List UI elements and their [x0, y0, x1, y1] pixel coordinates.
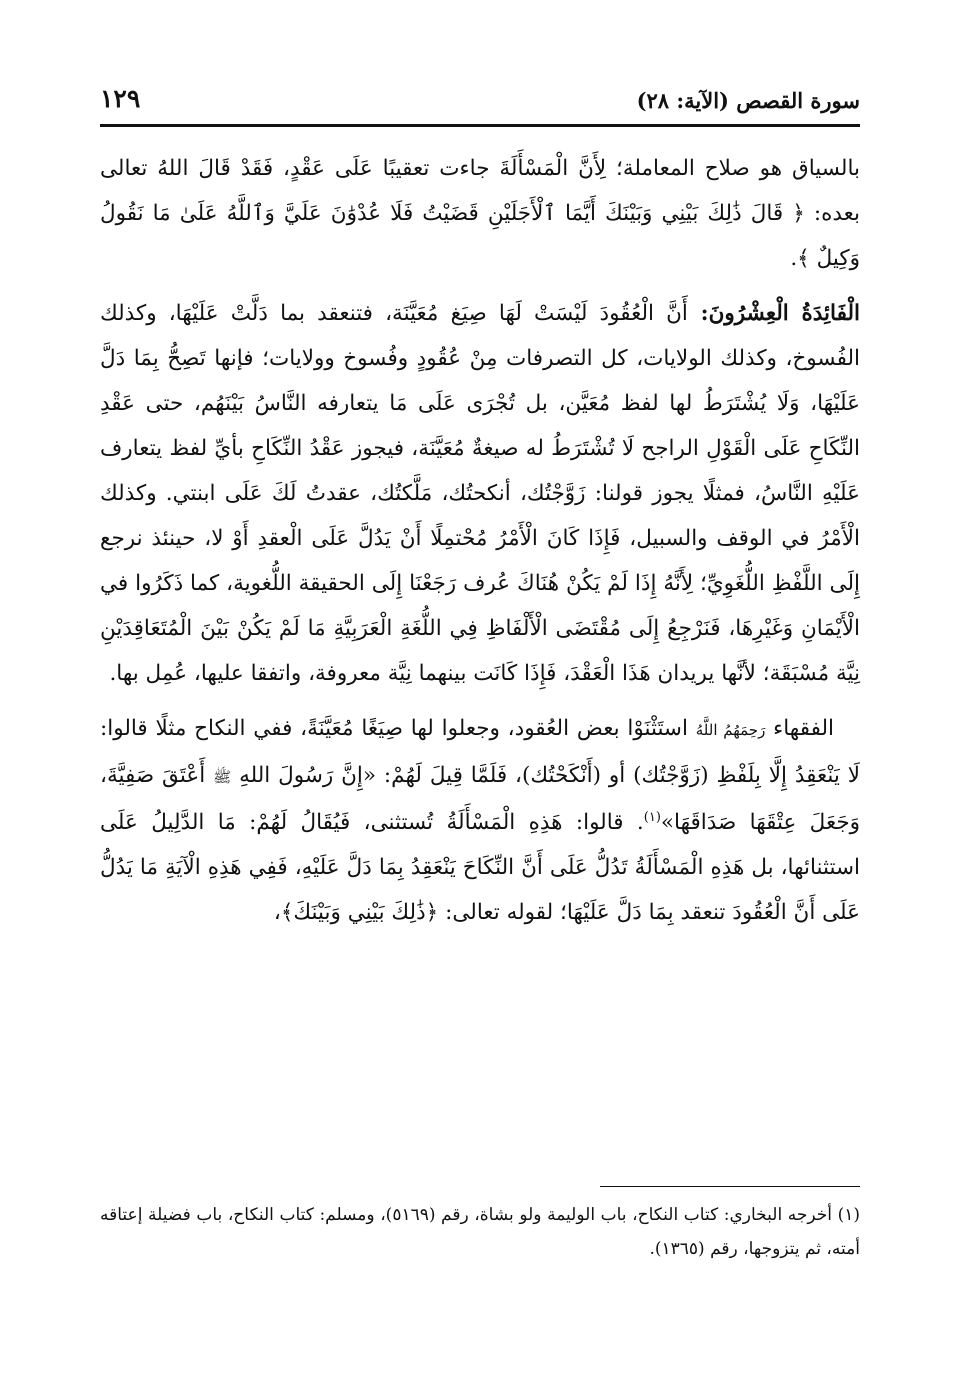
paragraph-3-text-d: . قالوا: هَذِهِ الْمَسْأَلَةُ تُستثنى، فَيُقَالُ لَهُمْ: مَا الدَّلِيلُ عَلَى استثنائها، بل هَذِهِ الْمَسْأَلَةُ تَدُلُّ عَلَى أَنَّ النِّكَاحَ يَنْعَقِدُ بِمَا دَلَّ عَلَيْهِ، فَفِي هَذِهِ الْآيَةِ مَا يَدُلُّ عَلَى أَنَّ الْعُقُودَ تنعقد بِمَا دَلَّ عَلَيْهَا؛ لقوله تعالى:: [100, 810, 860, 925]
paragraph-1-text-b: .: [790, 246, 798, 271]
footnote-text: (١) أخرجه البخاري: كتاب النكاح، باب الوليمة ولو بشاة، رقم (٥١٦٩)، ومسلم: كتاب النكاح، باب فضيلة إعتاقه أمته، ثم يتزوجها، رقم (١٣٦٥).: [100, 1205, 860, 1259]
main-text: [100, 146, 860, 935]
honorific-phrase: رَحِمَهُمُ اللَّهُ: [695, 721, 766, 739]
footnote: [100, 1198, 860, 1266]
page-number: ١٢٩: [100, 84, 141, 113]
paragraph-3-text-c: أَعْتَقَ صَفِيَّةَ، وَجَعَلَ عِتْقَهَا صَدَاقَهَا»: [100, 763, 861, 835]
quran-verse-1: ﴿ قَالَ ذَٰلِكَ بَيْنِي وَبَيْنَكَ أَيَّمَا ٱلْأَجَلَيْنِ قَضَيْتُ فَلَا عُدْوَٰنَ عَلَيَّ وَٱللَّهُ عَلَىٰ مَا نَقُولُ وَكِيلٌ ﴾: [100, 201, 860, 271]
quran-verse-2: ﴿ذَٰلِكَ بَيْنِي وَبَيْنَكَ﴾: [280, 900, 439, 925]
paragraph-2-text: أَنَّ الْعُقُودَ لَيْسَتْ لَهَا صِيَغ مُعَيَّنَة، فتنعقد بما دَلَّتْ عَلَيْهَا، وكذلك الفُسوخ، وكذلك الولايات، كل التصرفات مِنْ عُقُودٍ وفُسوخ وولايات؛ فإنها تَصِحُّ بِمَا دَلَّ عَلَيْهَا، وَلَا يُشْتَرَطُ لها لفظ مُعَيَّن، بل تُجْرَى عَلَى مَا يتعارفه النَّاسُ بَيْنَهُم، حتى عَقْدِ النِّكَاحِ عَلَى الْقَوْلِ الراجح لَا تُشْتَرَطُ له صيغةٌ مُعَيَّنَة، فيجوز عَقْدُ النِّكَاحِ بأيِّ لفظ يتعارف عَلَيْهِ النَّاسُ، فمثلًا يجوز قولنا: زَوَّجْتُك، أنكحتُك، مَلَّكتُك، عقدتُ لَكَ عَلَى ابنتي. وكذلك الْأَمْرُ في الوقف والسبيل، فَإِذَا كَانَ الْأَمْرُ مُحْتمِلًا أَنْ يَدُلَّ عَلَى الْعقدِ أَوْ لا، حينئذ نرجع إِلَى اللَّفْظِ اللُّغَوِيِّ؛ لِأَنَّهُ إِذَا لَمْ يَكُنْ هُنَاكَ عُرف رَجَعْنَا إِلَى الحقيقة اللُّغوية، كما ذَكَرُوا في الْأَيْمَانِ وَغَيْرِهَا، فَنَرْجِعُ إِلَى مُقْتَضَى الْأَلْفَاظِ فِي اللُّغَةِ الْعَرَبِيَّةِ مَا لَمْ يَكُنْ بَيْنَ الْمُتَعَاقِدَيْنِ نِيَّة مُسْبَقَة؛ لأنَّها يريدان هَذَا الْعَقْدَ، فَإِذَا كَانَت بينهما نِيَّة معروفة، واتفقا عليها، عُمِل بها.: [100, 301, 860, 686]
paragraph-3: [100, 706, 860, 935]
paragraph-2: [100, 291, 860, 696]
header-rule: [100, 124, 860, 127]
paragraph-1-text-a: بالسياق هو صلاح المعاملة؛ لِأَنَّ الْمَسْأَلَةَ جاءت تعقيبًا عَلَى عَقْدٍ، فَقَدْ قَالَ اللهُ تعالى بعده:: [100, 156, 860, 226]
paragraph-1: [100, 146, 860, 281]
salutation-symbol: ﷺ: [213, 768, 232, 786]
page-header: [100, 84, 860, 120]
chapter-title: سورة القصص (الآية: ٢٨): [636, 88, 860, 113]
footnote-rule: [600, 1186, 860, 1187]
benefit-heading: الْفَائِدَةُ الْعِشْرُونَ:: [687, 301, 860, 326]
paragraph-3-text-b: استَثْنَوْا بعض العُقود، وجعلوا لها صِيَغًا مُعَيَّنَةً، ففي النكاح مثلًا قالوا: لَا يَنْعَقِدُ إِلَّا بِلَفْظِ (زَوَّجْتُك) أو (أَنْكَحْتُك)، فَلَمَّا قِيلَ لَهُمْ: «إِنَّ رَسُولَ اللهِ: [100, 716, 860, 788]
paragraph-3-text-e: ،: [273, 900, 281, 925]
footnote-ref[interactable]: (١): [643, 809, 661, 825]
paragraph-3-text-a: الفقهاء: [765, 716, 834, 741]
